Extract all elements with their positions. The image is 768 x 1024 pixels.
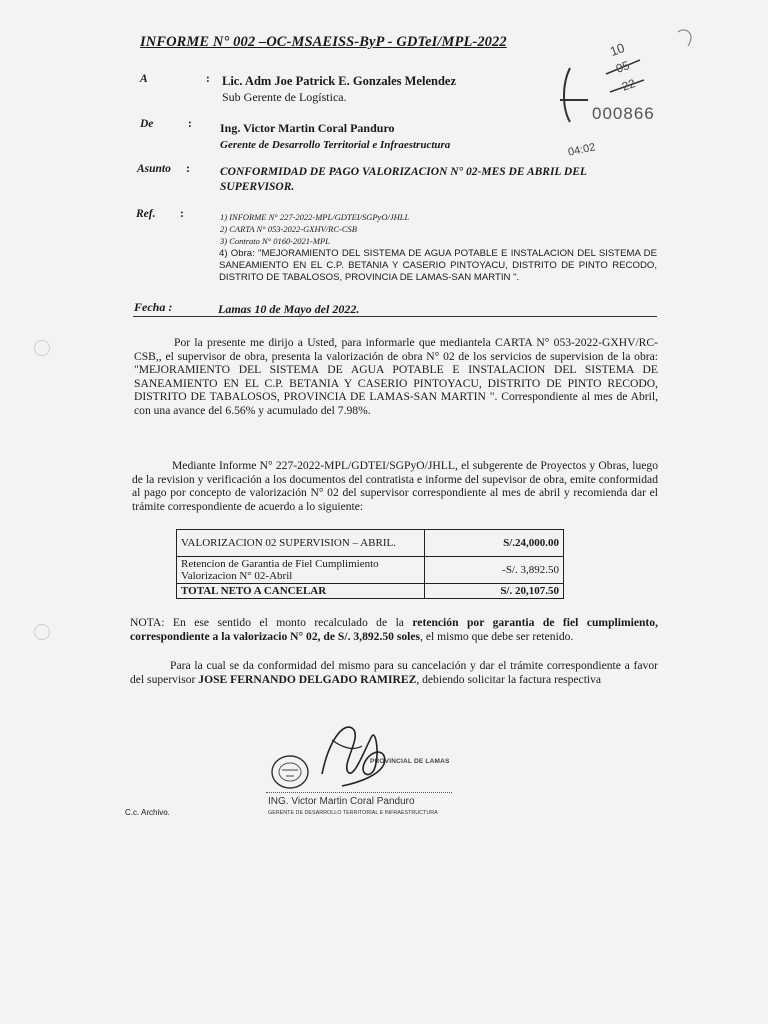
- table-cell-amount: -S/. 3,892.50: [425, 557, 564, 584]
- ref-item-3: 3) Contrato N° 0160-2021-MPL: [220, 236, 330, 246]
- to-label: A: [140, 73, 148, 85]
- to-role: Sub Gerente de Logística.: [222, 90, 347, 104]
- punch-hole-bottom: [34, 624, 50, 640]
- from-role: Gerente de Desarrollo Territorial e Infraestructura: [220, 139, 451, 151]
- paragraph-2: Mediante Informe N° 227-2022-MPL/GDTEI/SGPyO/JHLL, el subgerente de Proyectos y Obras, luego de la revision y verificación a los documentos del contratista e informe del supevisor de obra, emite conformidad al pago por concepto de valorización N° 02 del supervisor correspondiente al mes de abril y recomienda dar el trámite correspondiente de acuerdo a lo siguiente:: [132, 459, 658, 513]
- signatory-role: GERENTE DE DESARROLLO TERRITORIAL E INFRAESTRUCTURA: [268, 810, 438, 816]
- table-row: [177, 584, 564, 599]
- table-cell-concept: Retencion de Garantia de Fiel Cumplimiento Valorizacion N° 02-Abril: [177, 557, 425, 584]
- ref-label: Ref.: [136, 208, 156, 220]
- date-text: Lamas 10 de Mayo del 2022.: [218, 302, 360, 316]
- seal-text: PROVINCIAL DE LAMAS: [370, 758, 450, 765]
- note-text-start: NOTA: En ese sentido el monto recalculado de la: [130, 616, 413, 629]
- reception-stamp: [548, 24, 698, 174]
- table-row: [177, 557, 564, 584]
- table-cell-amount: S/. 20,107.50: [425, 584, 564, 599]
- signatory-name: ING. Victor Martin Coral Panduro: [268, 796, 415, 807]
- valuation-table: [176, 529, 564, 599]
- from-label: De: [140, 118, 154, 130]
- p4-text-end: , debiendo solicitar la factura respectiva: [416, 672, 602, 686]
- note-text-bold: retención por garantia de fiel cumplimiento, correspondiente a la valorizacio N° 02, de S/. 3,892.50 soles: [130, 616, 658, 643]
- ref-colon: :: [180, 208, 184, 220]
- table-cell-concept: VALORIZACION 02 SUPERVISION – ABRIL.: [177, 530, 425, 557]
- cc-archive: C.c. Archivo.: [125, 808, 170, 817]
- punch-hole-top: [34, 340, 50, 356]
- table-cell-concept: TOTAL NETO A CANCELAR: [177, 584, 425, 599]
- from-colon: :: [188, 118, 192, 130]
- note-text-end: , el mismo que debe ser retenido.: [420, 629, 574, 643]
- subject-colon: :: [186, 163, 190, 175]
- subject-label: Asunto: [137, 163, 171, 175]
- paragraph-1: Por la presente me dirijo a Usted, para informarle que mediantela CARTA N° 053-2022-GXHV/RC-CSB,, el supervisor de obra, presenta la valorización de obra N° 02 de los servicios de supervision de la obra: "MEJORAMIENTO DEL SISTEMA DE AGUA POTABLE E INSTALACION DEL SISTEMA DE SANEAMIENTO EN EL C.P. BETANIA Y CASERIO PINTOYACU, DISTRITO DE PINTO RECODO, DISTRITO DE TABALOSOS, PROVINCIA DE LAMAS-SAN MARTIN ". Correspondiente al mes de Abril, con una avance del 6.56% y acumulado del 7.98%.: [134, 336, 658, 417]
- date-label: Fecha :: [134, 300, 173, 314]
- table-row: [177, 530, 564, 557]
- document-title: INFORME N° 002 –OC-MSAEISS-ByP - GDTeI/MPL-2022: [140, 34, 507, 50]
- p4-text-start: Para la cual se da conformidad del mismo para su cancelación y dar el trámite correspondiente a favor del supervisor: [130, 659, 658, 686]
- signature-line: [266, 792, 452, 793]
- ref-item-1: 1) INFORME N° 227-2022-MPL/GDTEI/SGPyO/JHLL: [220, 212, 410, 222]
- signature-graphic: [262, 716, 462, 796]
- to-name: Lic. Adm Joe Patrick E. Gonzales Melendez: [222, 74, 456, 88]
- table-cell-amount: S/.24,000.00: [425, 530, 564, 557]
- note-paragraph: [130, 616, 658, 643]
- stamp-year: 22: [620, 76, 638, 94]
- paragraph-4: [130, 659, 658, 686]
- ref-obra: 4) Obra: "MEJORAMIENTO DEL SISTEMA DE AGUA POTABLE E INSTALACION DEL SISTEMA DE SANEAMIENTO EN EL C.P. BETANIA Y CASERIO PINTOYACU, DISTRITO DE PINTO RECODO, DISTRITO DE TABALOSOS, PROVINCIA DE LAMAS-SAN MARTIN ".: [219, 248, 657, 283]
- stamp-month: 05: [614, 58, 632, 76]
- header-divider: [133, 316, 657, 317]
- subject-text: CONFORMIDAD DE PAGO VALORIZACION N° 02-MES DE ABRIL DEL SUPERVISOR.: [220, 166, 587, 193]
- stamp-time: 04:02: [567, 141, 597, 159]
- stamp-day: 10: [607, 39, 627, 60]
- p4-supervisor-name: JOSE FERNANDO DELGADO RAMIREZ: [198, 672, 417, 686]
- to-colon: :: [206, 73, 210, 85]
- signature-block: [262, 716, 462, 826]
- ref-item-2: 2) CARTA N° 053-2022-GXHV/RC-CSB: [220, 224, 357, 234]
- stamp-number: 000866: [592, 104, 655, 123]
- from-name: Ing. Victor Martin Coral Panduro: [220, 121, 395, 135]
